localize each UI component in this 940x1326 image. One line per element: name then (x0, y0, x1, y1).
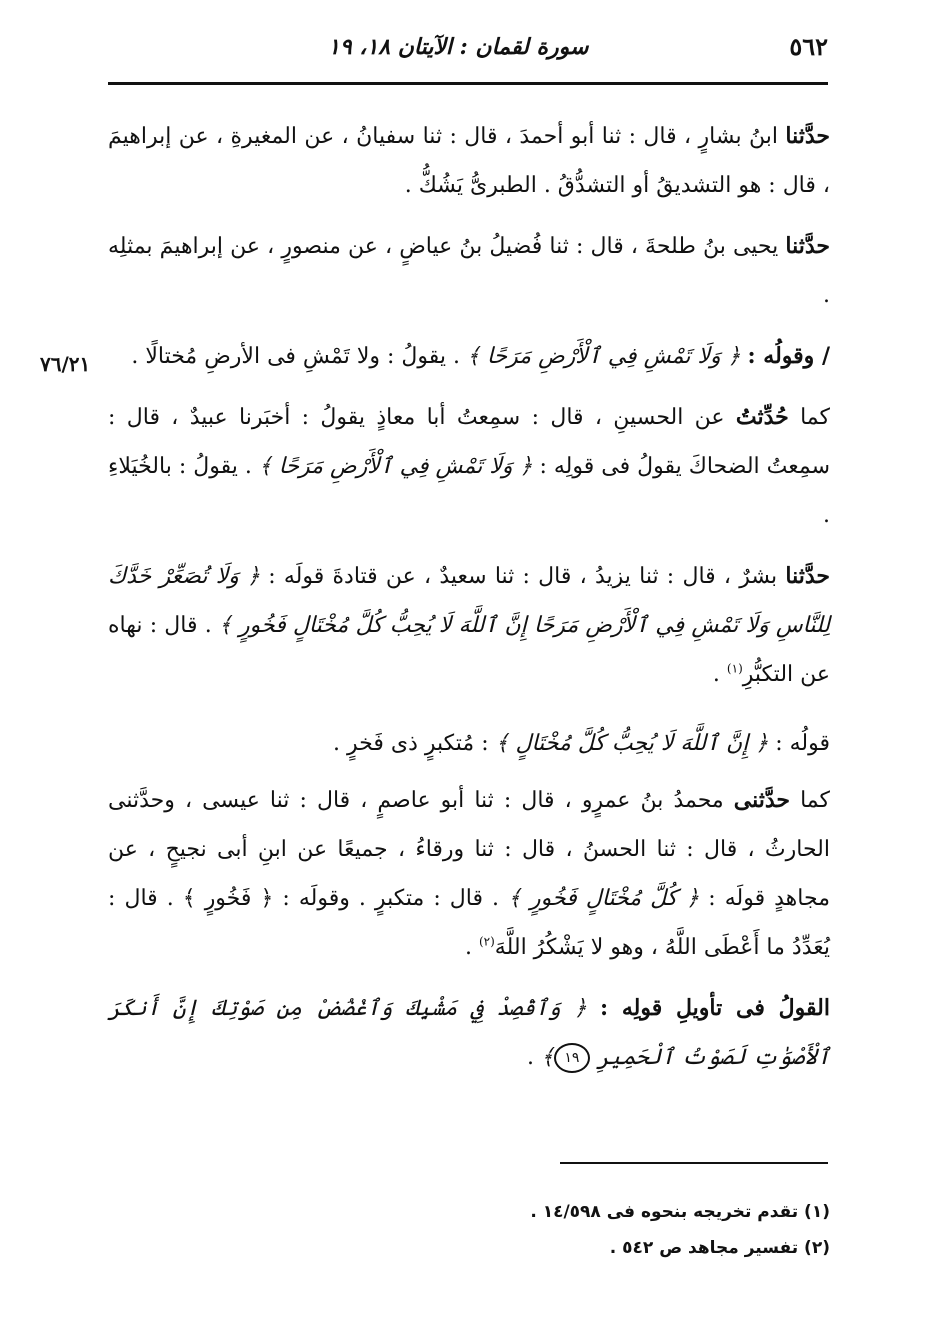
paragraph-4 (108, 393, 830, 540)
paragraph-post: . قال : متكبرٍ . وقولَه : ﴿ فَخُورٍ ﴾ . قال : يُعَدِّدُ ما أَعْطَى اللَّهُ ، وهو لا يَشْكُرُ اللَّهَ (108, 886, 830, 960)
footnote-ref-1: (١) (726, 661, 743, 676)
paragraph-text: ابنُ بشارٍ ، قال : ثنا أبو أحمدَ ، قال : ثنا سفيانُ ، عن المغيرةِ ، عن إبراهيمَ ، قال : هو التشديقُ أو التشدُّقُ . الطبرىُّ يَشُكُّ . (108, 124, 830, 198)
paragraph-post: . يقولُ : بالخُيَلاءِ . (108, 454, 830, 528)
quran-quote: ﴿ وَلَا تَمْشِ فِي ٱلْأَرْضِ مَرَحًا ﴾ (466, 344, 741, 369)
verse-lead: قولُه : (775, 731, 830, 756)
verse-lead: / وقولُه : (747, 343, 830, 369)
paragraph-text: محمدُ بنُ عمرٍو ، قال : ثنا أبو عاصمٍ ، قال : ثنا عيسى ، وحدَّثنى الحارثُ ، قال : ثنا الحسنُ ، قال : ثنا ورقاءُ ، جميعًا عن ابنِ أبى نجيحٍ ، عن مجاهدٍ قولَه : (108, 788, 830, 911)
header-rule (108, 82, 828, 85)
paragraph-text: . يقولُ : ولا تَمْشِ فى الأرضِ مُختالًا . (131, 344, 467, 369)
running-title: سورة لقمان : الآيتان ١٨، ١٩ (328, 34, 589, 60)
paragraph-text: : مُتكبرٍ ذى فَخرٍ . (333, 731, 496, 756)
section-heading: القولُ فى تأويلِ قولِه : (599, 995, 830, 1021)
isnad-lead: حدَّثنا (785, 563, 830, 589)
footnotes (108, 1194, 830, 1266)
paragraph-pre: كما (790, 788, 831, 813)
footnote-2: (٢) تفسير مجاهد ص ٥٤٢ . (609, 1238, 830, 1258)
page-number: ٥٦٢ (789, 32, 828, 61)
margin-reference: ٧٦/٢١ (40, 352, 91, 376)
paragraph-3 (108, 332, 830, 381)
paragraph-post: . قال : نهاه عن التكبُّرِ (108, 613, 830, 687)
paragraph-end: . (464, 935, 479, 960)
quran-quote: ﴿ إِنَّ ٱللَّهَ لَا يُحِبُّ كُلَّ مُخْتَالٍ ﴾ (495, 731, 776, 756)
footnote-rule (560, 1162, 828, 1164)
isnad-lead: حدَّثنا (785, 233, 830, 259)
isnad-lead: حُدِّثتُ (735, 404, 789, 430)
paragraph-text: بشرٌ ، قال : ثنا يزيدُ ، قال : ثنا سعيدٌ ، عن قتادةَ قولَه : (268, 564, 786, 589)
paragraph-end: . (712, 662, 727, 687)
page-header (108, 30, 828, 74)
footnote-1: (١) تقدم تخريجه بنحوه فى ١٤/٥٩٨ . (530, 1202, 830, 1222)
quran-quote: ﴿ وَٱقْصِدْ فِي مَشْيِكَ وَٱغْضُضْ مِن صَوْتِكَ إِنَّ أَنكَرَ ٱلْأَصْوَٰتِ لَصَوْتُ ٱلْحَمِيرِ (108, 996, 830, 1070)
paragraph-5 (108, 552, 830, 699)
paragraph-end: . (526, 1045, 541, 1070)
paragraph-6 (108, 719, 830, 768)
quran-quote: ﴿ وَلَا تَمْشِ فِي ٱلْأَرْضِ مَرَحًا ﴾ (258, 454, 540, 479)
paragraph-text: عن الحسينِ ، قال : سمِعتُ أبا معاذٍ يقولُ : أخبَرنا عبيدٌ ، قال : سمِعتُ الضحاكَ يقولُ فى قولِه : (108, 405, 830, 479)
quran-quote: ﴿ كُلَّ مُخْتَالٍ فَخُورٍ ﴾ (508, 886, 709, 911)
paragraph-8 (108, 984, 830, 1082)
paragraph-pre: كما (788, 405, 830, 430)
main-text (108, 112, 830, 1094)
paragraph-2 (108, 222, 830, 320)
quran-quote: ﴿ وَلَا تُصَعِّرْ خَدَّكَ لِلنَّاسِ وَلَا تَمْشِ فِي ٱلْأَرْضِ مَرَحًا إِنَّ ٱللَّهَ لَا يُحِبُّ كُلَّ مُخْتَالٍ فَخُورٍ ﴾ (108, 564, 830, 638)
isnad-lead: حدَّثنا (785, 123, 830, 149)
paragraph-7 (108, 776, 830, 972)
isnad-lead: حدَّثنى (733, 787, 791, 813)
quran-close-bracket: ﴾ (540, 1045, 554, 1070)
paragraph-text: يحيى بنُ طلحةَ ، قال : ثنا فُضيلُ بنُ عياضٍ ، عن منصورٍ ، عن إبراهيمَ بمثلِه . (108, 234, 830, 308)
ayah-number-mark: ١٩ (554, 1043, 590, 1073)
paragraph-1 (108, 112, 830, 210)
footnote-ref-2: (٢) (478, 934, 495, 949)
